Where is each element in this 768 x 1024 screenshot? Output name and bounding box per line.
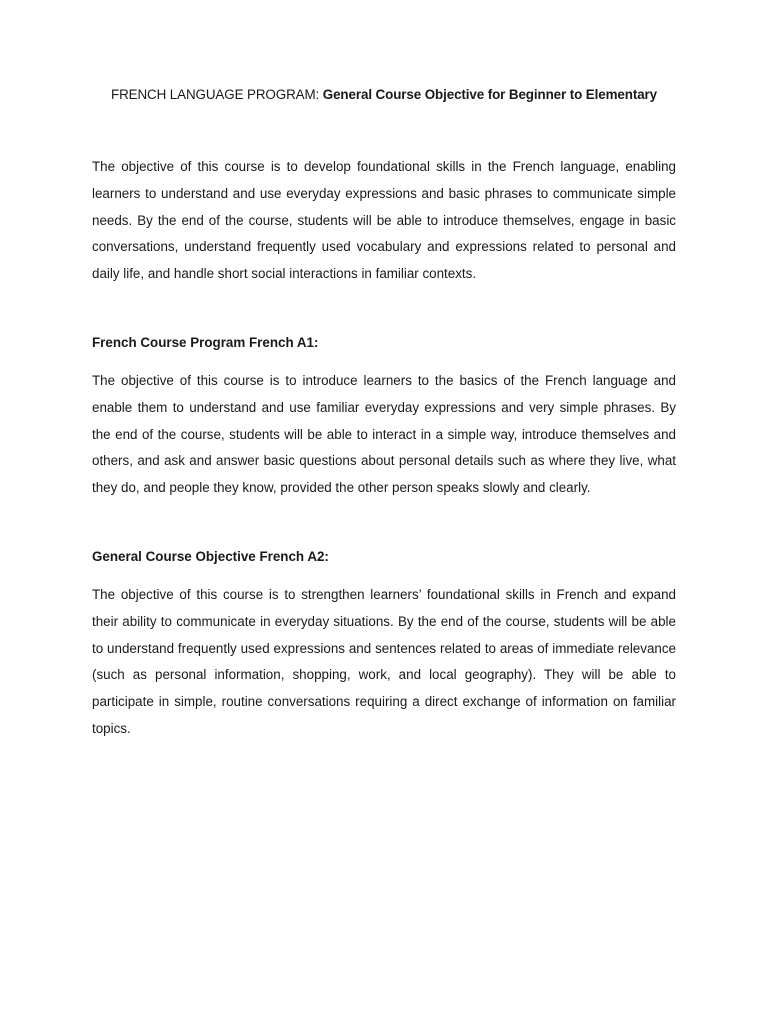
intro-section [92, 154, 676, 288]
document-title-prefix: FRENCH LANGUAGE PROGRAM: [110, 87, 323, 102]
section-heading-a1: French Course Program French A1: [92, 334, 319, 350]
section-heading-a2: General Course Objective French A2: [92, 548, 329, 564]
section-paragraph-a1: The objective of this course is to introduce learners to the basics of the French language and enable them to understand and use familiar everyday expressions and very simple phrases. By the end of the course, students will be able to interact in a simple way, introduce themselves and others, and ask and answer basic questions about personal details such as where they live, what they do, and people they know, provided the other person speaks slowly and clearly. [92, 372, 676, 496]
section-french-a1 [92, 334, 676, 502]
intro-paragraph: The objective of this course is to develop foundational skills in the French language, enabling learners to understand and use everyday expressions and basic phrases to communicate simple needs. By the end of the course, students will be able to introduce themselves, engage in basic conversations, understand frequently used vocabulary and expressions related to personal and daily life, and handle short social interactions in familiar contexts. [92, 159, 676, 282]
section-paragraph-a2: The objective of this course is to strengthen learners’ foundational skills in French and expand their ability to communicate in everyday situations. By the end of the course, students will be able to understand frequently used expressions and sentences related to areas of immediate relevance (such as personal information, shopping, work, and local geography). They will be able to participate in simple, routine conversations requiring a direct exchange of information on familiar topics. [92, 586, 676, 736]
document-title [92, 86, 676, 104]
document-title-main: General Course Objective for Beginner to Elementary [322, 87, 657, 102]
section-french-a2 [92, 548, 676, 743]
